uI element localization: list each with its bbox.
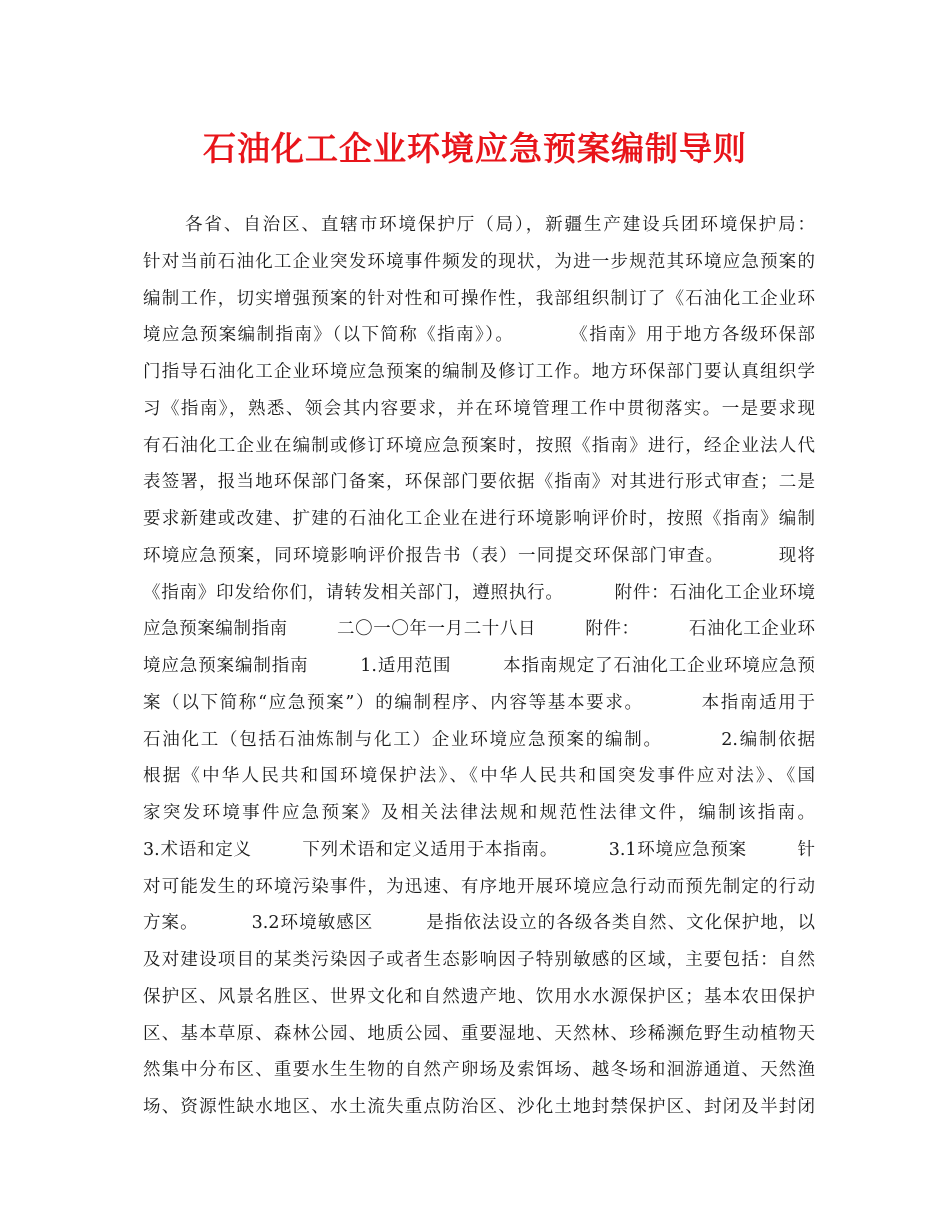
- text-line: 有石油化工企业在编制或修订环境应急预案时，按照《指南》进行，经企业法人代: [143, 435, 815, 456]
- text-line: 家突发环境事件应急预案》及相关法律法规和规范性法律文件，编制该指南。: [143, 803, 815, 823]
- text-line: 境应急预案编制指南》（以下简称《指南》）。 《指南》用于地方各级环保部: [143, 325, 815, 346]
- document-title: 石油化工企业环境应急预案编制导则: [203, 129, 747, 168]
- text-line: 要求新建或改建、扩建的石油化工企业在进行环境影响评价时，按照《指南》编制: [143, 509, 815, 529]
- text-line: 根据《中华人民共和国环境保护法》、《中华人民共和国突发事件应对法》、《国: [143, 766, 815, 787]
- text-line: 境应急预案编制指南 1.适用范围 本指南规定了石油化工企业环境应急预: [143, 656, 815, 676]
- text-line: 然集中分布区、重要水生生物的自然产卵场及索饵场、越冬场和洄游通道、天然渔: [143, 1060, 815, 1081]
- text-line: 及对建设项目的某类污染因子或者生态影响因子特别敏感的区域，主要包括：自然: [143, 950, 815, 970]
- text-line: 各省、自治区、直辖市环境保护厅（局），新疆生产建设兵团环境保护局：: [185, 215, 815, 235]
- text-line: 环境应急预案，同环境影响评价报告书（表）一同提交环保部门审查。 现将: [143, 545, 815, 566]
- text-line: 针对当前石油化工企业突发环境事件频发的现状，为进一步规范其环境应急预案的: [143, 251, 815, 272]
- document-body: [143, 207, 815, 1126]
- text-line: 对可能发生的环境污染事件，为迅速、有序地开展环境应急行动而预先制定的行动: [143, 876, 815, 897]
- text-line: 场、资源性缺水地区、水土流失重点防治区、沙化土地封禁保护区、封闭及半封闭: [143, 1097, 815, 1117]
- text-line: 表签署，报当地环保部门备案，环保部门要依据《指南》对其进行形式审查；二是: [143, 472, 815, 493]
- text-line: 石油化工（包括石油炼制与化工）企业环境应急预案的编制。 2.编制依据: [143, 729, 815, 750]
- text-line: 编制工作，切实增强预案的针对性和可操作性，我部组织制订了《石油化工企业环: [143, 288, 815, 309]
- text-line: 习《指南》，熟悉、领会其内容要求，并在环境管理工作中贯彻落实。一是要求现: [143, 398, 815, 419]
- text-line: 保护区、风景名胜区、世界文化和自然遗产地、饮用水水源保护区；基本农田保护: [143, 986, 815, 1007]
- text-line: 应急预案编制指南 二〇一〇年一月二十八日 附件： 石油化工企业环: [143, 619, 815, 640]
- text-line: 案（以下简称“应急预案”）的编制程序、内容等基本要求。 本指南适用于: [143, 692, 815, 713]
- text-line: 区、基本草原、森林公园、地质公园、重要湿地、天然林、珍稀濒危野生动植物天: [143, 1023, 815, 1044]
- text-line: 3.术语和定义 下列术语和定义适用于本指南。 3.1环境应急预案 针: [143, 839, 815, 860]
- text-line: 方案。 3.2环境敏感区 是指依法设立的各级各类自然、文化保护地，以: [143, 913, 815, 934]
- text-line: 《指南》印发给你们，请转发相关部门，遵照执行。 附件：石油化工企业环境: [143, 582, 815, 603]
- text-line: 门指导石油化工企业环境应急预案的编制及修订工作。地方环保部门要认真组织学: [143, 362, 815, 382]
